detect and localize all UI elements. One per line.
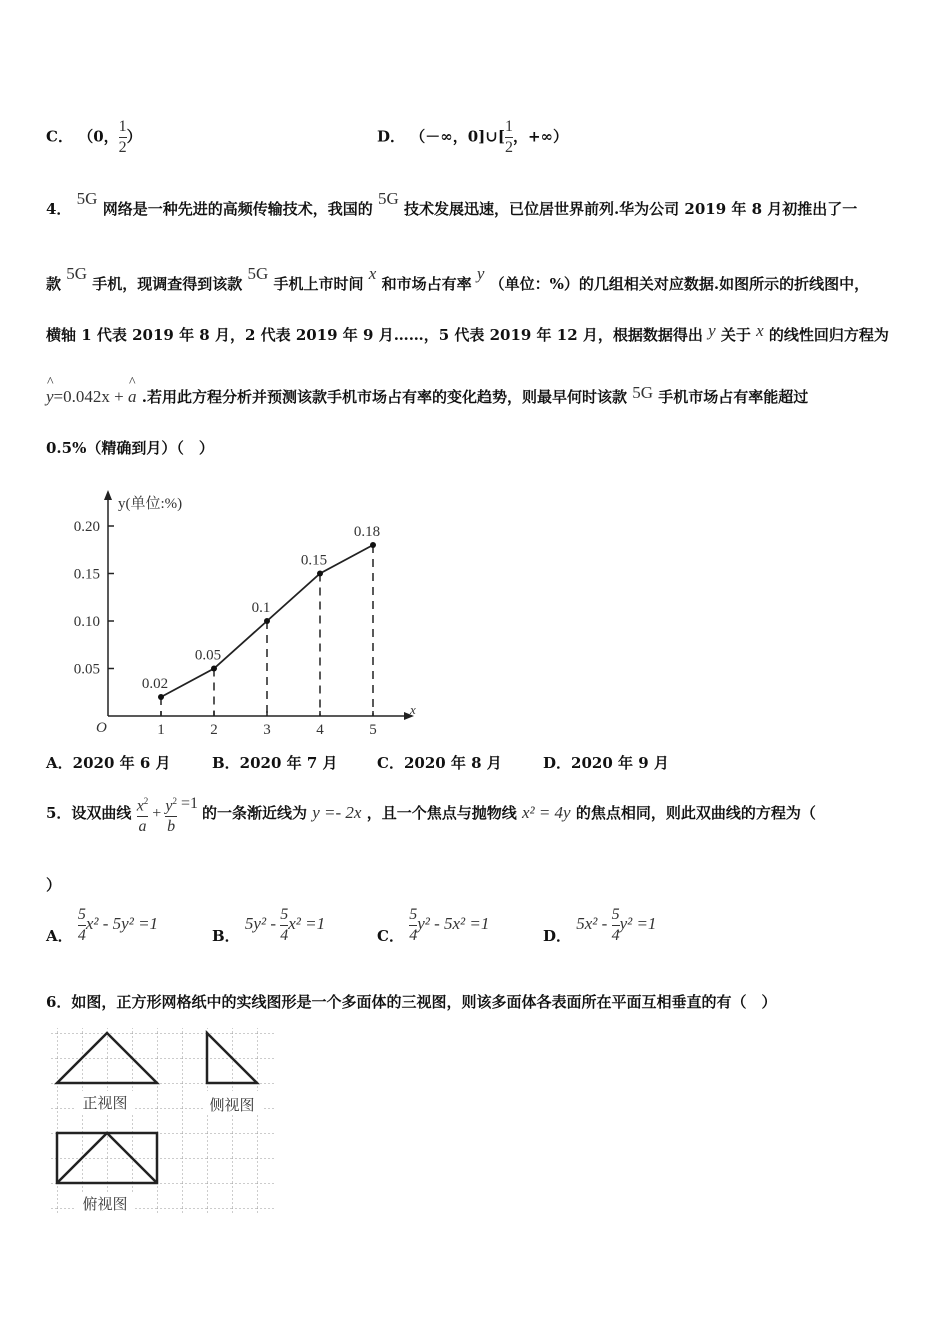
option-label: D． [377,127,406,146]
asymptote-equation: y =- 2x [312,802,362,822]
data-point [370,542,376,548]
q5-option-b[interactable]: B． 5y² - $\frac{5}{4}$ x² =1 [212,906,326,946]
math-y: y [476,264,485,283]
math-5g: 5G [76,189,98,208]
option-text: ） [126,127,142,146]
data-label: 0.18 [353,524,381,540]
math-y: y [708,321,716,340]
math-x: x [368,264,377,283]
q4-option-d[interactable]: D．2020 年 9 月 [543,754,669,772]
q4-line-5: 0.5%（精确到月）（ ） [46,439,214,457]
three-views-figure [50,1028,275,1214]
x-axis-label: x [410,702,416,717]
origin-label: O [96,720,107,736]
y-tick-label: 0.10 [73,614,100,630]
q4-line-2: 款 5G 手机，现调查得到该款 5G 手机上市时间 x 和市场占有率 y （单位：%）的几组相关对应数据.如图所示的折线图中， [46,264,870,293]
data-label: 0.15 [300,552,328,569]
top-view-label: 俯视图 [82,1197,128,1213]
q5-line-1: 5．设双曲线 $\frac{x^2}{a}$ + $\frac{y^2}{b}$ =1 的一条渐近线为 y =- 2x ，且一个焦点与抛物线 x² = 4y 的焦点相同，则此双曲线的方程为（ [46,794,816,836]
q4-line-3: 横轴 1 代表 2019 年 8 月，2 代表 2019 年 9 月……，5 代表 2019 年 12 月，根据数据得出 y 关于 x 的线性回归方程为 [46,321,889,344]
parabola-equation: x² = 4y [521,802,571,822]
q5-option-c[interactable]: C． $\frac{5}{4}$ y² - 5x² =1 [377,906,490,946]
q5-option-d[interactable]: D． 5x² - $\frac{5}{4}$ y² =1 [543,906,657,946]
q4-option-c[interactable]: C．2020 年 8 月 [377,754,502,772]
data-point [211,666,217,672]
q5-line-2: ） [46,876,62,894]
math-5g: 5G [632,383,653,402]
option-label: C． [46,127,73,146]
data-point [317,571,323,577]
data-label: 0.02 [141,676,169,692]
data-point [264,618,270,624]
x-tick-label: 4 [316,722,324,738]
data-label: 0.05 [194,647,222,664]
q4-option-a[interactable]: A．2020 年 6 月 [46,754,171,772]
q3-option-c[interactable] [46,118,142,157]
y-tick-label: 0.20 [73,519,100,535]
data-label: 0.1 [251,600,271,616]
x-tick-label: 5 [369,722,377,738]
y-axis-label: y(单位:%) [118,496,183,512]
side-view-label: 侧视图 [209,1098,255,1114]
q3-option-d[interactable] [377,118,568,157]
x-tick-label: 1 [157,722,165,738]
option-text: （－∞，0]∪[ [410,127,505,146]
option-text: （0， [78,127,119,146]
front-view-label: 正视图 [82,1096,128,1112]
line-chart [60,488,430,740]
math-5g: 5G [377,189,399,208]
math-5g: 5G [247,264,269,283]
fraction: $\frac{1}{2}$ [118,118,127,156]
hyperbola-equation: $\frac{x^2}{a}$ + $\frac{y^2}{b}$ =1 [136,794,198,836]
y-tick-label: 0.15 [73,566,100,583]
q4-line-4: ^ y=0.042x + ^ a .若用此方程分析并预测该款手机市场占有率的变化趋势，则最早何时该款 5G 手机市场占有率能超过 [46,375,809,406]
y-axis-arrow [104,490,112,500]
data-point [158,694,164,700]
fraction: $\frac{1}{2}$ [504,118,513,156]
math-5g: 5G [66,264,88,283]
q4-option-b[interactable]: B．2020 年 7 月 [212,754,338,772]
equation: ^ y=0.042x + ^ a [46,375,137,406]
x-tick-label: 2 [210,722,218,738]
math-x: x [756,321,764,340]
option-text: ，+∞） [512,127,569,146]
y-tick-label: 0.05 [73,661,100,678]
q4-line-1: 4． 5G 网络是一种先进的高频传输技术，我国的 5G 技术发展迅速，已位居世界前列.华为公司 2019 年 8 月初推出了一 [46,189,858,218]
q5-option-a[interactable]: A． $\frac{5}{4}$ x² - 5y² =1 [46,906,159,946]
q6-question: 6．如图，正方形网格纸中的实线图形是一个多面体的三视图，则该多面体各表面所在平面互相垂直的有（ ） [46,993,777,1011]
x-tick-label: 3 [263,722,271,738]
